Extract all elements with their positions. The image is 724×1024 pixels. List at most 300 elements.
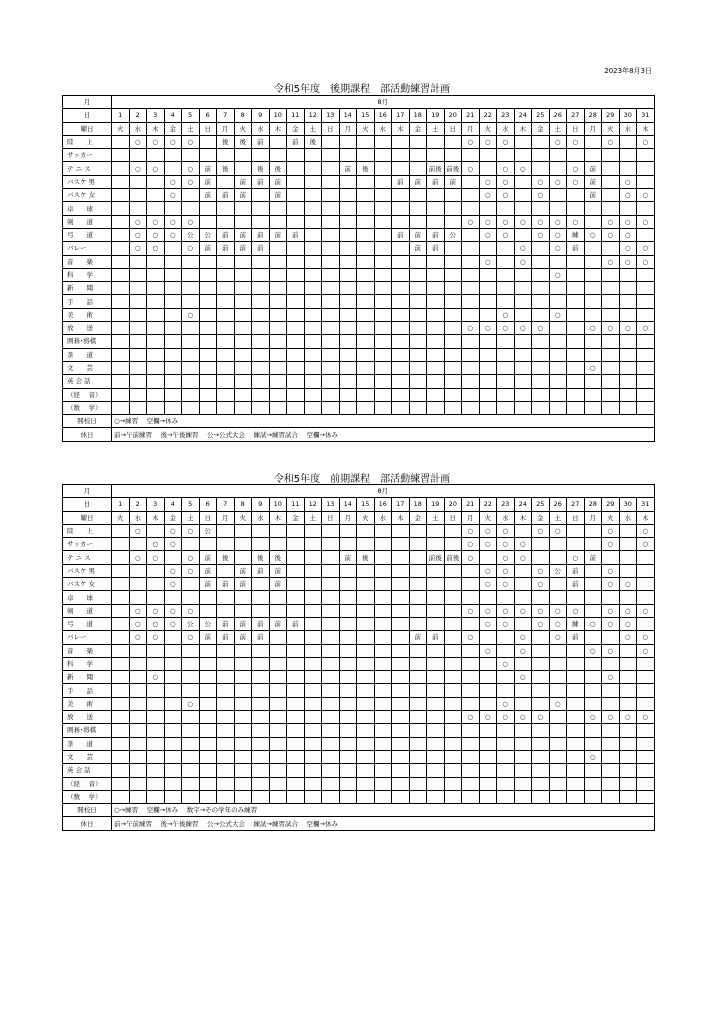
schedule-cell bbox=[304, 657, 322, 670]
schedule-cell bbox=[392, 401, 410, 414]
schedule-cell bbox=[427, 604, 445, 617]
schedule-cell: ○ bbox=[479, 564, 497, 577]
schedule-cell bbox=[269, 777, 287, 790]
schedule-cell bbox=[462, 617, 480, 630]
club-row bbox=[63, 750, 655, 763]
schedule-cell bbox=[164, 268, 182, 281]
schedule-cell bbox=[584, 790, 602, 803]
schedule-cell bbox=[374, 777, 392, 790]
schedule-cell bbox=[164, 242, 182, 255]
schedule-cell bbox=[199, 135, 217, 148]
schedule-cell bbox=[112, 617, 130, 630]
day-number: 1 bbox=[112, 498, 130, 511]
schedule-cell: ○ bbox=[619, 255, 637, 268]
schedule-cell bbox=[129, 308, 147, 321]
schedule-cell bbox=[637, 657, 655, 670]
schedule-cell bbox=[322, 644, 340, 657]
schedule-cell bbox=[374, 578, 392, 591]
schedule-cell bbox=[409, 777, 427, 790]
schedule-cell bbox=[392, 375, 410, 388]
club-row bbox=[63, 361, 655, 374]
schedule-cell bbox=[112, 591, 130, 604]
schedule-cell bbox=[357, 764, 375, 777]
schedule-cell bbox=[602, 684, 620, 697]
schedule-cell bbox=[287, 175, 305, 188]
schedule-cell bbox=[392, 335, 410, 348]
schedule-cell bbox=[164, 750, 182, 763]
schedule-cell bbox=[199, 644, 217, 657]
schedule-cell bbox=[427, 189, 445, 202]
schedule-cell bbox=[462, 401, 480, 414]
schedule-cell bbox=[287, 777, 305, 790]
day-number: 15 bbox=[357, 498, 375, 511]
schedule-cell: ○ bbox=[164, 189, 182, 202]
schedule-cell bbox=[252, 149, 270, 162]
schedule-cell bbox=[549, 335, 567, 348]
schedule-cell bbox=[112, 149, 130, 162]
schedule-cell bbox=[287, 551, 305, 564]
schedule-cell bbox=[444, 215, 462, 228]
schedule-cell bbox=[182, 202, 200, 215]
weekday-cell: 火 bbox=[357, 511, 375, 524]
schedule-cell bbox=[252, 671, 270, 684]
schedule-cell bbox=[392, 684, 410, 697]
schedule-cell: 公 bbox=[182, 228, 200, 241]
club-row bbox=[63, 388, 655, 401]
schedule-cell: ○ bbox=[129, 242, 147, 255]
schedule-cell bbox=[567, 255, 585, 268]
schedule-cell bbox=[164, 711, 182, 724]
schedule-cell bbox=[234, 401, 252, 414]
schedule-cell bbox=[357, 777, 375, 790]
schedule-cell: ○ bbox=[497, 657, 515, 670]
day-number: 30 bbox=[619, 498, 637, 511]
schedule-cell bbox=[234, 684, 252, 697]
schedule-cell bbox=[182, 591, 200, 604]
schedule-cell: ○ bbox=[619, 242, 637, 255]
schedule-cell bbox=[304, 777, 322, 790]
schedule-cell bbox=[269, 724, 287, 737]
schedule-cell: 前 bbox=[567, 564, 585, 577]
schedule-cell bbox=[514, 777, 532, 790]
schedule-cell bbox=[112, 777, 130, 790]
schedule-cell bbox=[217, 737, 235, 750]
schedule-cell bbox=[602, 737, 620, 750]
schedule-cell bbox=[462, 750, 480, 763]
schedule-cell bbox=[514, 724, 532, 737]
schedule-cell bbox=[637, 551, 655, 564]
schedule-cell bbox=[602, 388, 620, 401]
schedule-cell bbox=[147, 295, 165, 308]
schedule-cell bbox=[234, 162, 252, 175]
schedule-cell bbox=[514, 295, 532, 308]
schedule-cell bbox=[444, 322, 462, 335]
schedule-cell bbox=[322, 657, 340, 670]
weekday-cell: 火 bbox=[602, 122, 620, 135]
schedule-cell bbox=[567, 697, 585, 710]
schedule-cell: ○ bbox=[602, 322, 620, 335]
schedule-cell bbox=[549, 361, 567, 374]
schedule-cell bbox=[479, 335, 497, 348]
schedule-cell bbox=[269, 524, 287, 537]
schedule-cell bbox=[427, 361, 445, 374]
schedule-cell bbox=[497, 591, 515, 604]
schedule-cell bbox=[392, 737, 410, 750]
schedule-cell bbox=[392, 255, 410, 268]
day-number: 4 bbox=[164, 109, 182, 122]
schedule-cell bbox=[217, 684, 235, 697]
schedule-cell bbox=[182, 790, 200, 803]
schedule-cell: ○ bbox=[479, 322, 497, 335]
schedule-cell: ○ bbox=[129, 604, 147, 617]
legend-open-row bbox=[63, 804, 655, 817]
schedule-cell bbox=[322, 684, 340, 697]
club-name: （数 学） bbox=[63, 790, 112, 803]
schedule-cell: ○ bbox=[619, 215, 637, 228]
schedule-cell bbox=[532, 242, 550, 255]
schedule-cell bbox=[637, 308, 655, 321]
schedule-cell bbox=[304, 361, 322, 374]
schedule-cell bbox=[374, 162, 392, 175]
schedule-cell bbox=[462, 697, 480, 710]
schedule-cell bbox=[234, 282, 252, 295]
schedule-cell bbox=[112, 175, 130, 188]
schedule-cell bbox=[217, 538, 235, 551]
schedule-cell bbox=[182, 189, 200, 202]
club-name: 手 話 bbox=[63, 684, 112, 697]
schedule-cell bbox=[147, 711, 165, 724]
schedule-cell bbox=[462, 335, 480, 348]
day-number: 27 bbox=[567, 109, 585, 122]
schedule-cell: ○ bbox=[602, 711, 620, 724]
day-number: 30 bbox=[619, 109, 637, 122]
schedule-cell: ○ bbox=[479, 215, 497, 228]
schedule-cell bbox=[444, 578, 462, 591]
schedule-cell bbox=[392, 282, 410, 295]
schedule-cell bbox=[129, 790, 147, 803]
schedule-cell bbox=[234, 524, 252, 537]
schedule-cell: ○ bbox=[514, 604, 532, 617]
weekday-cell: 火 bbox=[234, 511, 252, 524]
schedule-cell: ○ bbox=[532, 604, 550, 617]
day-number: 22 bbox=[479, 498, 497, 511]
schedule-cell bbox=[304, 268, 322, 281]
weekday-cell: 水 bbox=[374, 511, 392, 524]
schedule-cell bbox=[252, 215, 270, 228]
schedule-cell: ○ bbox=[182, 215, 200, 228]
schedule-cell: ○ bbox=[147, 162, 165, 175]
schedule-cell bbox=[567, 401, 585, 414]
schedule-cell: 前 bbox=[409, 631, 427, 644]
schedule-cell bbox=[374, 215, 392, 228]
schedule-cell: ○ bbox=[497, 228, 515, 241]
schedule-cell bbox=[129, 684, 147, 697]
schedule-cell bbox=[234, 644, 252, 657]
schedule-cell bbox=[287, 322, 305, 335]
weekday-cell: 木 bbox=[392, 122, 410, 135]
schedule-cell bbox=[199, 777, 217, 790]
schedule-cell: ○ bbox=[182, 162, 200, 175]
schedule-cell bbox=[374, 657, 392, 670]
schedule-cell bbox=[374, 322, 392, 335]
schedule-cell bbox=[532, 644, 550, 657]
schedule-cell bbox=[584, 388, 602, 401]
schedule-cell bbox=[392, 348, 410, 361]
schedule-cell bbox=[479, 724, 497, 737]
day-header: 日 bbox=[63, 109, 112, 122]
day-number: 3 bbox=[147, 109, 165, 122]
schedule-cell bbox=[374, 282, 392, 295]
schedule-cell bbox=[444, 617, 462, 630]
schedule-cell bbox=[147, 401, 165, 414]
schedule-cell bbox=[602, 401, 620, 414]
schedule-cell bbox=[479, 388, 497, 401]
club-name: 放 送 bbox=[63, 322, 112, 335]
day-number: 6 bbox=[199, 109, 217, 122]
schedule-cell bbox=[339, 591, 357, 604]
schedule-cell bbox=[339, 175, 357, 188]
schedule-cell: ○ bbox=[514, 551, 532, 564]
weekday-cell: 土 bbox=[304, 122, 322, 135]
schedule-cell bbox=[392, 268, 410, 281]
weekday-cell: 土 bbox=[549, 122, 567, 135]
schedule-cell bbox=[322, 175, 340, 188]
schedule-cell bbox=[427, 657, 445, 670]
schedule-cell bbox=[182, 644, 200, 657]
schedule-cell: ○ bbox=[462, 215, 480, 228]
schedule-cell: 前 bbox=[252, 228, 270, 241]
schedule-cell: ○ bbox=[637, 644, 655, 657]
schedule-cell bbox=[444, 135, 462, 148]
day-number: 26 bbox=[549, 498, 567, 511]
schedule-cell bbox=[444, 401, 462, 414]
schedule-cell bbox=[147, 644, 165, 657]
schedule-cell: ○ bbox=[129, 617, 147, 630]
schedule-cell bbox=[304, 551, 322, 564]
schedule-cell bbox=[112, 790, 130, 803]
schedule-cell bbox=[112, 375, 130, 388]
schedule-cell bbox=[584, 737, 602, 750]
schedule-cell bbox=[392, 711, 410, 724]
schedule-cell bbox=[514, 591, 532, 604]
schedule-cell bbox=[619, 790, 637, 803]
schedule-cell: ○ bbox=[619, 631, 637, 644]
schedule-cell: 前 bbox=[567, 578, 585, 591]
schedule-cell bbox=[602, 764, 620, 777]
legend-holiday-label: 休日 bbox=[63, 817, 112, 830]
schedule-cell bbox=[409, 361, 427, 374]
schedule-cell bbox=[514, 524, 532, 537]
schedule-cell: ○ bbox=[129, 162, 147, 175]
schedule-cell bbox=[147, 348, 165, 361]
schedule-cell bbox=[409, 644, 427, 657]
weekday-cell: 水 bbox=[619, 122, 637, 135]
schedule-cell bbox=[112, 524, 130, 537]
schedule-cell bbox=[252, 764, 270, 777]
schedule-cell bbox=[532, 295, 550, 308]
schedule-cell bbox=[182, 764, 200, 777]
club-name: 音 楽 bbox=[63, 644, 112, 657]
weekday-cell: 火 bbox=[357, 122, 375, 135]
schedule-cell: ○ bbox=[164, 135, 182, 148]
schedule-cell bbox=[287, 162, 305, 175]
schedule-cell bbox=[164, 737, 182, 750]
schedule-cell: ○ bbox=[462, 711, 480, 724]
schedule-cell bbox=[269, 202, 287, 215]
schedule-cell bbox=[602, 189, 620, 202]
schedule-cell bbox=[147, 777, 165, 790]
schedule-cell bbox=[427, 524, 445, 537]
schedule-cell bbox=[252, 348, 270, 361]
schedule-cell bbox=[129, 282, 147, 295]
schedule-cell bbox=[322, 617, 340, 630]
schedule-cell bbox=[392, 361, 410, 374]
schedule-cell bbox=[567, 295, 585, 308]
schedule-cell: 前 bbox=[217, 228, 235, 241]
schedule-cell bbox=[182, 671, 200, 684]
schedule-cell bbox=[497, 750, 515, 763]
schedule-cell bbox=[409, 671, 427, 684]
schedule-cell bbox=[322, 295, 340, 308]
schedule-cell bbox=[479, 591, 497, 604]
schedule-cell: 前 bbox=[427, 175, 445, 188]
schedule-cell bbox=[357, 375, 375, 388]
day-number: 20 bbox=[444, 498, 462, 511]
schedule-cell bbox=[287, 202, 305, 215]
schedule-cell bbox=[479, 790, 497, 803]
schedule-cell bbox=[269, 308, 287, 321]
schedule-cell bbox=[409, 375, 427, 388]
schedule-cell bbox=[322, 282, 340, 295]
schedule-cell bbox=[322, 215, 340, 228]
schedule-cell bbox=[339, 777, 357, 790]
schedule-cell: ○ bbox=[637, 255, 655, 268]
schedule-cell bbox=[357, 189, 375, 202]
club-name: 放 送 bbox=[63, 711, 112, 724]
club-row bbox=[63, 282, 655, 295]
schedule-cell: ○ bbox=[129, 524, 147, 537]
day-number: 23 bbox=[497, 498, 515, 511]
schedule-cell bbox=[444, 671, 462, 684]
club-name: 美 術 bbox=[63, 308, 112, 321]
schedule-cell bbox=[549, 162, 567, 175]
schedule-cell: ○ bbox=[637, 135, 655, 148]
schedule-cell bbox=[217, 777, 235, 790]
schedule-cell bbox=[217, 764, 235, 777]
schedule-cell bbox=[112, 657, 130, 670]
schedule-cell bbox=[409, 255, 427, 268]
schedule-cell bbox=[112, 322, 130, 335]
schedule-cell: ○ bbox=[619, 578, 637, 591]
schedule-cell bbox=[112, 228, 130, 241]
schedule-cell bbox=[584, 671, 602, 684]
schedule-cell: 前後 bbox=[444, 551, 462, 564]
schedule-cell bbox=[567, 282, 585, 295]
schedule-cell bbox=[217, 295, 235, 308]
schedule-cell bbox=[339, 189, 357, 202]
schedule-cell bbox=[252, 255, 270, 268]
schedule-cell bbox=[339, 348, 357, 361]
schedule-title-later: 令和5年度 後期課程 部活動練習計画 bbox=[273, 84, 451, 95]
schedule-cell bbox=[217, 375, 235, 388]
schedule-cell bbox=[252, 401, 270, 414]
schedule-cell bbox=[234, 361, 252, 374]
schedule-cell: ○ bbox=[637, 711, 655, 724]
club-row bbox=[63, 189, 655, 202]
schedule-cell bbox=[637, 401, 655, 414]
schedule-cell bbox=[637, 671, 655, 684]
schedule-cell bbox=[462, 388, 480, 401]
schedule-cell bbox=[479, 684, 497, 697]
schedule-cell bbox=[549, 388, 567, 401]
schedule-cell: ○ bbox=[182, 175, 200, 188]
schedule-cell bbox=[129, 388, 147, 401]
schedule-cell bbox=[252, 591, 270, 604]
schedule-cell: 前 bbox=[287, 135, 305, 148]
schedule-cell bbox=[287, 564, 305, 577]
day-number: 6 bbox=[199, 498, 217, 511]
schedule-cell bbox=[637, 282, 655, 295]
schedule-cell bbox=[287, 657, 305, 670]
schedule-cell: 公 bbox=[549, 564, 567, 577]
schedule-cell bbox=[532, 551, 550, 564]
schedule-cell bbox=[584, 348, 602, 361]
schedule-cell bbox=[339, 135, 357, 148]
schedule-cell bbox=[269, 149, 287, 162]
schedule-cell bbox=[584, 335, 602, 348]
schedule-cell bbox=[479, 671, 497, 684]
schedule-cell bbox=[497, 684, 515, 697]
schedule-cell: ○ bbox=[584, 322, 602, 335]
schedule-cell bbox=[462, 591, 480, 604]
weekday-cell: 水 bbox=[129, 122, 147, 135]
schedule-cell bbox=[199, 697, 217, 710]
schedule-cell bbox=[322, 255, 340, 268]
club-row bbox=[63, 777, 655, 790]
schedule-cell: ○ bbox=[182, 697, 200, 710]
schedule-cell bbox=[112, 295, 130, 308]
schedule-cell bbox=[287, 348, 305, 361]
club-row bbox=[63, 149, 655, 162]
schedule-cell: 前 bbox=[584, 189, 602, 202]
schedule-cell bbox=[444, 348, 462, 361]
schedule-cell bbox=[584, 202, 602, 215]
club-name: 剣 道 bbox=[63, 215, 112, 228]
schedule-cell: ○ bbox=[532, 564, 550, 577]
schedule-cell bbox=[269, 388, 287, 401]
schedule-cell: ○ bbox=[549, 242, 567, 255]
schedule-cell: ○ bbox=[584, 644, 602, 657]
schedule-cell bbox=[234, 697, 252, 710]
schedule-cell bbox=[619, 361, 637, 374]
schedule-cell bbox=[567, 711, 585, 724]
schedule-cell: 後 bbox=[357, 551, 375, 564]
schedule-cell bbox=[339, 335, 357, 348]
schedule-cell bbox=[619, 348, 637, 361]
schedule-cell: 前 bbox=[427, 242, 445, 255]
schedule-cell bbox=[409, 697, 427, 710]
legend-open-row bbox=[63, 415, 655, 428]
schedule-cell bbox=[637, 790, 655, 803]
schedule-cell bbox=[409, 724, 427, 737]
schedule-cell bbox=[374, 361, 392, 374]
schedule-cell: ○ bbox=[637, 604, 655, 617]
schedule-cell bbox=[409, 348, 427, 361]
schedule-cell bbox=[619, 591, 637, 604]
schedule-cell bbox=[392, 750, 410, 763]
schedule-cell: 後 bbox=[217, 551, 235, 564]
schedule-cell bbox=[374, 189, 392, 202]
